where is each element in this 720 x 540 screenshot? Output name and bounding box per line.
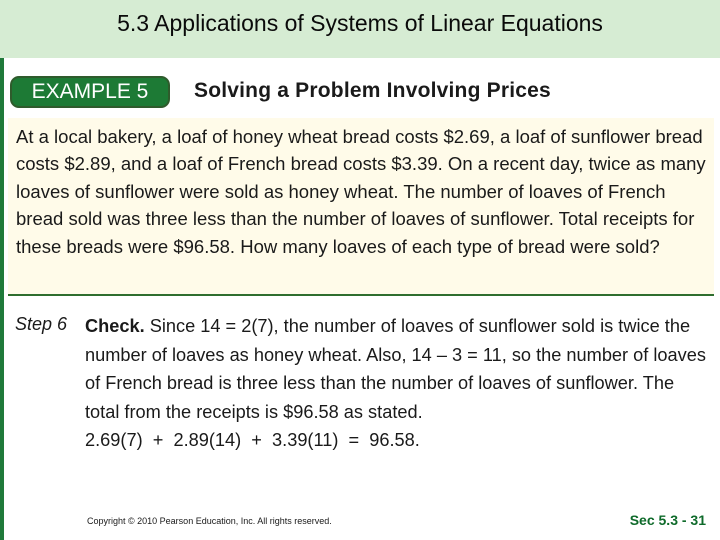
check-word: Check. — [85, 316, 145, 336]
problem-text: At a local bakery, a loaf of honey wheat bread costs $2.69, a loaf of sunflower bread costs $2.89, and a loaf of French bread costs $3.39. On a recent day, twice as many loaves of sunflower were sold as honey wheat. The number of loaves of French bread sold was three less than the number of loaves of sunflower. Total receipts for these breads were $96.58. How many loaves of each type of bread were sold? — [16, 126, 706, 257]
example-tab: EXAMPLE 5 — [10, 76, 170, 108]
slide-title: 5.3 Applications of Systems of Linear Equations — [117, 10, 603, 36]
left-accent-rule — [0, 0, 4, 540]
step-text: Since 14 = 2(7), the number of loaves of sunflower sold is twice the number of loaves as honey wheat. Also, 14 – 3 = 11, so the number of loaves of French bread is three less than the number of loaves of sunflower. The total from the receipts is $96.58 as stated. — [85, 316, 706, 422]
copyright-notice: Copyright © 2010 Pearson Education, Inc. All rights reserved. — [87, 516, 332, 526]
step-label: Step 6 — [15, 314, 68, 334]
slide-number: Sec 5.3 - 31 — [629, 512, 706, 528]
example-heading: Solving a Problem Involving Prices — [194, 79, 551, 102]
check-equation: 2.69(7) + 2.89(14) + 3.39(11) = 96.58. — [85, 430, 420, 451]
step-body — [85, 312, 710, 455]
